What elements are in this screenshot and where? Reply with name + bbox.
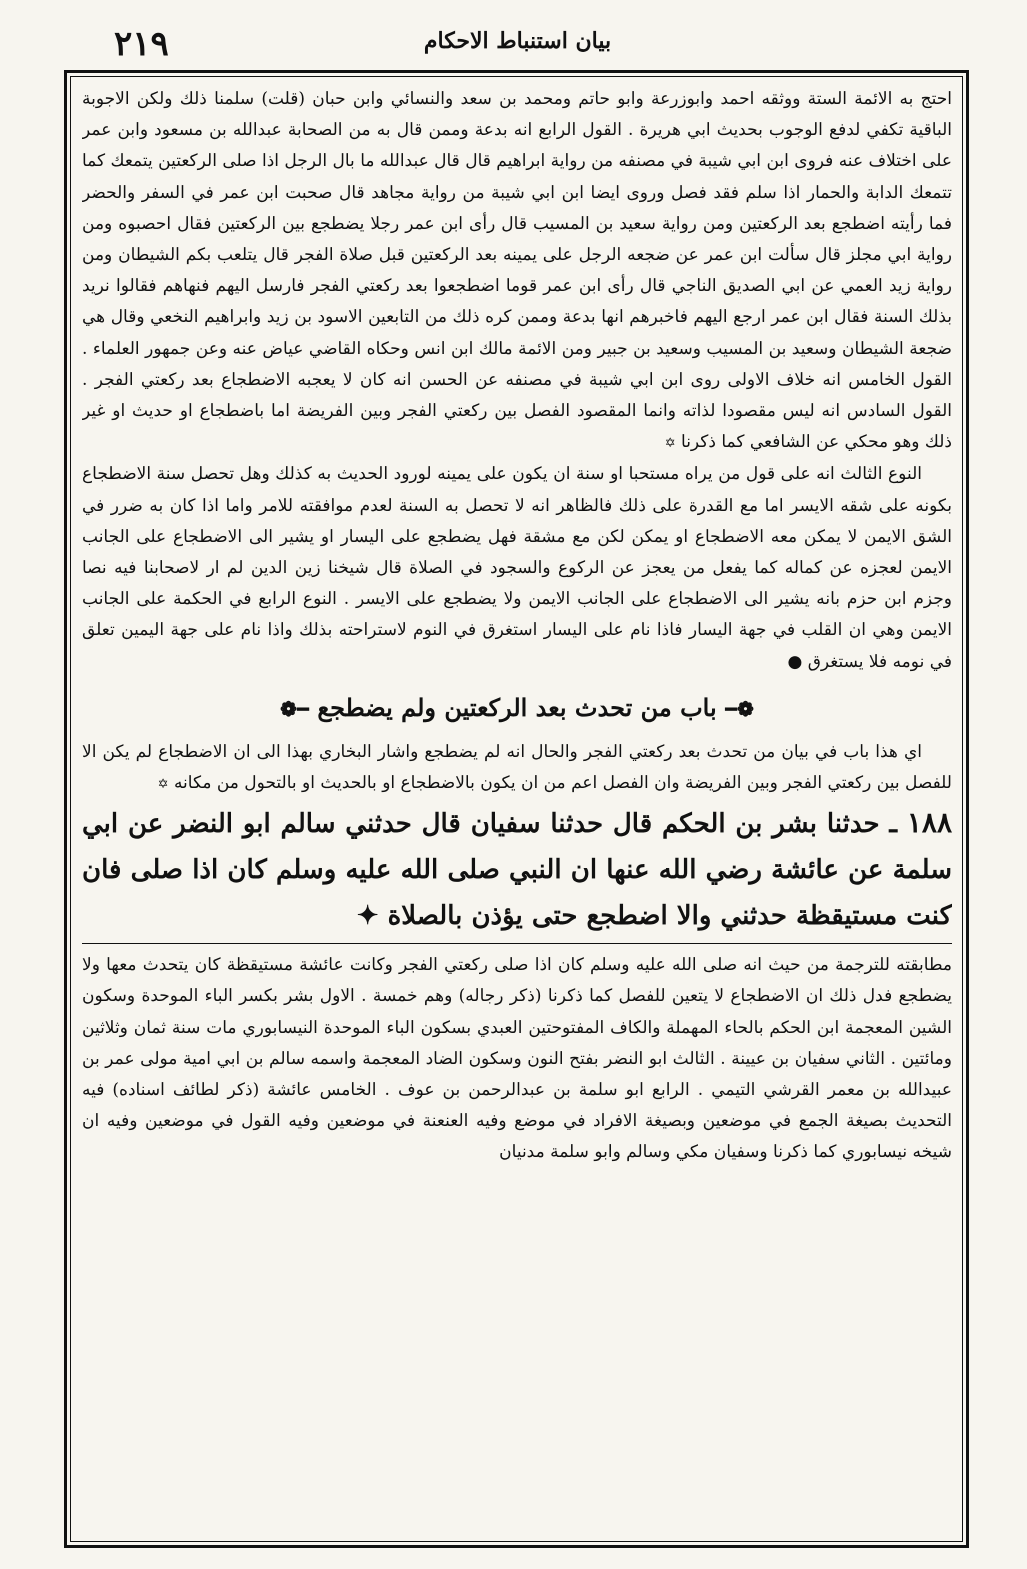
hadith-text: ١٨٨ ـ حدثنا بشر بن الحكم قال حدثنا سفيان قال حدثني سالم ابو النضر عن ابي سلمة عن عائشة رضي الله عنها ان النبي صلى الله عليه وسلم كان اذا صلى فان كنت مستيقظة حدثني والا اضطجع حتى يؤذن بالصلاة ✦ — [82, 806, 952, 932]
right-ornament-icon: ━❁ — [280, 696, 309, 721]
paragraph-hadith-commentary: مطابقته للترجمة من حيث انه صلى الله عليه وسلم كان اذا صلى ركعتي الفجر وكانت عائشة مستيقظة كان يتحدث معها ولا يضطجع فدل ذلك ان الاضطجاع لا يتعين للفصل كما ذكرنا (ذكر رجاله) وهم خمسة . الاول بشر بكسر الباء الموحدة وسكون الشين المعجمة ابن الحكم بالحاء المهملة والكاف المفتوحتين العبدي بسكون الباء الموحدة النيسابوري مات سنة ثمان وثلاثين ومائتين . الثاني سفيان بن عيينة . الثالث ابو النضر بفتح النون وسكون الضاد المعجمة واسمه سالم بن ابي امية مولى عمر بن عبيدالله بن معمر القرشي التيمي . الرابع ابو سلمة بن عبدالرحمن بن عوف . الخامس عائشة (ذكر لطائف اسناده) فيه التحديث بصيغة الجمع في موضعين وبصيغة الافراد في موضع وفيه العنعنة في موضعين وفيه القول في موضعين وفيه ان شيخه نيسابوري كما ذكرنا وسفيان مكي وسالم وابو سلمة مدنيان — [82, 955, 952, 1163]
star-ornament-icon: ✡ — [664, 436, 676, 452]
section-divider — [82, 943, 952, 944]
hadith-body: حدثنا بشر بن الحكم قال حدثنا سفيان قال حدثني سالم ابو النضر عن ابي سلمة عن عائشة رضي الله عنها ان النبي صلى الله عليه وسلم كان اذا صلى فان كنت مستيقظة حدثني والا اضطجع حتى يؤذن بالصلاة — [82, 809, 952, 932]
hadith-number: ١٨٨ — [906, 806, 952, 840]
star-ornament-icon: ✡ — [157, 777, 169, 793]
page-header — [64, 14, 971, 66]
chapter-heading-text: باب من تحدث بعد الركعتين ولم يضطجع — [317, 692, 717, 722]
running-title: بيان استنباط الاحكام — [423, 28, 612, 54]
chapter-heading — [82, 688, 952, 729]
end-mark-icon: ✦ — [356, 901, 379, 932]
page-body — [82, 84, 952, 1534]
page-number: ٢١٩ — [114, 24, 169, 64]
paragraph-third-type: النوع الثالث انه على قول من يراه مستحبا او سنة ان يكون على يمينه لورود الحديث به كذلك وهل تحصل سنة الاضطجاع بكونه على شقه الايسر اما مع القدرة على ذلك فالظاهر انه لا تحصل به السنة لعدم موافقته للامر واما اذا كان به ضرر في الشق الايمن لا يمكن معه الاضطجاع او يمكن لكن مع مشقة فهل يضطجع على اليسار او يشير الى الاضطجاع على الجانب الايمن لعجزه عن كماله كما يفعل من يعجز عن الركوع والسجود في الصلاة قال شيخنا زين الدين لم ار لاصحابنا فيه نصا وجزم ابن حزم بانه يشير الى الاضطجاع على الجانب الايمن ولا يضطجع على الايسر . النوع الرابع في الحكمة على الجانب الايمن وهي ان القلب في جهة اليسار فاذا نام على اليسار استغرق في النوم لاستراحته بذلك واذا نام على جهة اليمين تعلق في نومه فلا يستغرق ● — [82, 464, 952, 672]
left-ornament-icon: ❁━ — [725, 696, 754, 721]
paragraph-commentary-opinions: احتج به الائمة الستة ووثقه احمد وابوزرعة وابو حاتم ومحمد بن سعد والنسائي وابن حبان (قلت) سلمنا ذلك ولكن الاجوبة الباقية تكفي لدفع الوجوب بحديث ابي هريرة . القول الرابع انه بدعة وممن قال به من الصحابة عبدالله بن مسعود وابن عمر على اختلاف عنه فروى ابن ابي شيبة في مصنفه من رواية ابراهيم قال قال عبدالله ما بال الرجل اذا صلى الركعتين يتمعك كما تتمعك الدابة والحمار اذا سلم فقد فصل وروى ايضا ابن ابي شيبة من رواية مجاهد قال صحبت ابن عمر في السفر والحضر فما رأيته اضطجع بعد الركعتين ومن رواية سعيد بن المسيب قال رأى ابن عمر رجلا يضطجع بين الركعتين فقال احصبوه ومن رواية ابي مجلز قال سألت ابن عمر عن ضجعه الرجل على يمينه بعد الركعتين قبل صلاة الفجر قال يتلعب بكم الشيطان ومن رواية زيد العمي عن ابي الصديق الناجي قال رأى ابن عمر قوما اضطجعوا بعد ركعتي الفجر فارسل اليهم فنهاهم فقالوا نريد بذلك السنة فقال ابن عمر ارجع اليهم فاخبرهم انها بدعة وممن كره ذلك من التابعين الاسود بن زيد وابراهيم النخعي وقال هي ضجعة الشيطان وسعيد بن المسيب وسعيد بن جبير ومن الائمة مالك ابن انس وحكاه القاضي عياض عنه وعن جمهور العلماء . القول الخامس انه خلاف الاولى روى ابن ابي شيبة في مصنفه عن الحسن انه كان لا يعجبه الاضطجاع بعد ركعتي الفجر . القول السادس انه ليس مقصودا لذاته وانما المقصود الفصل بين ركعتي الفجر وبين الفريضة اما باضطجاع او حديث او غير ذلك وهو محكي عن الشافعي كما ذكرنا ✡ — [82, 89, 952, 453]
end-mark-icon: ● — [787, 651, 803, 672]
paragraph-chapter-explanation: اي هذا باب في بيان من تحدث بعد ركعتي الفجر والحال انه لم يضطجع واشار البخاري بهذا الى ان الاضطجاع لم يكن الا للفصل بين ركعتي الفجر وبين الفريضة وان الفصل اعم من ان يكون بالاضطجاع او بالحديث او بالتحول من مكانه ✡ — [82, 741, 952, 794]
